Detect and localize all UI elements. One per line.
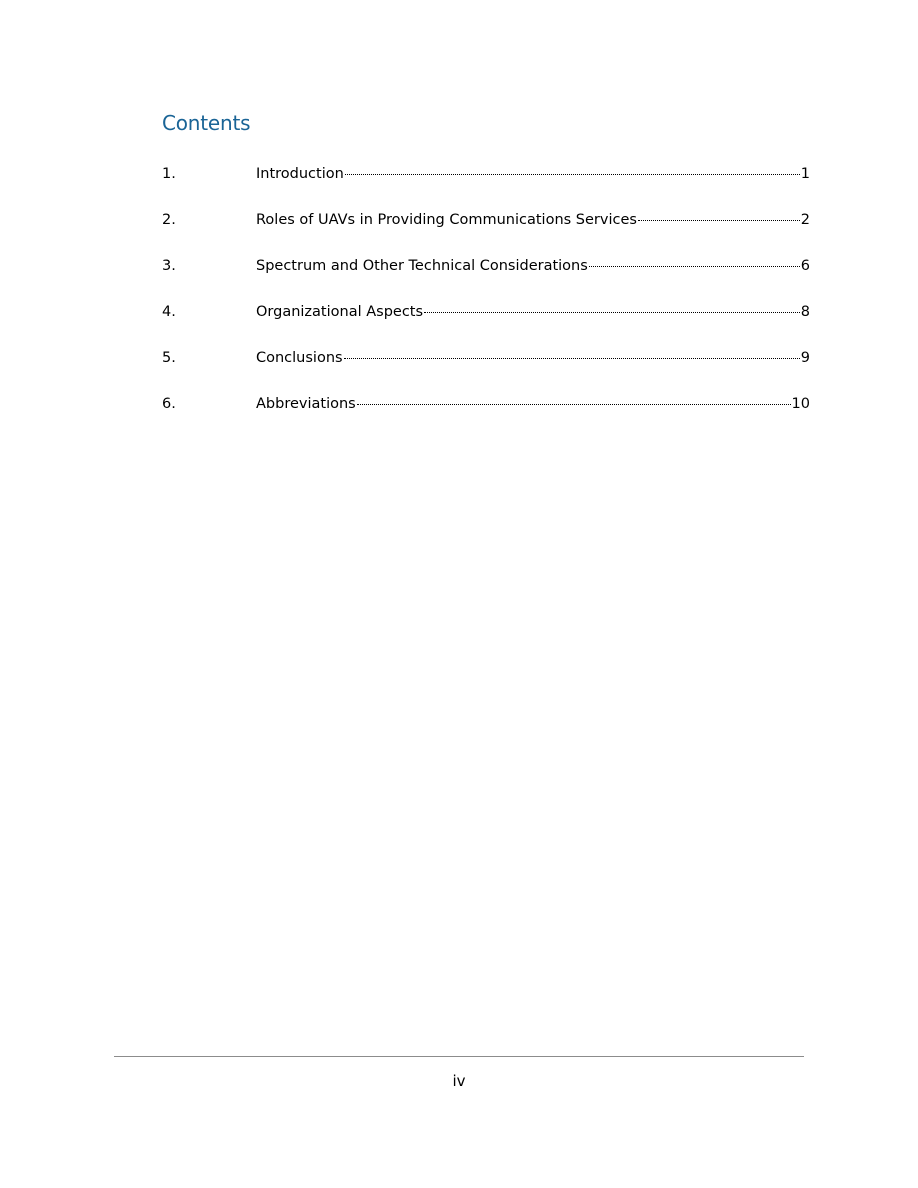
toc-entry-abbreviations[interactable] [162, 393, 810, 415]
toc-entry-title[interactable]: Roles of UAVs in Providing Communications Services [256, 212, 637, 228]
toc-entry-page[interactable]: 2 [800, 212, 810, 228]
toc-entry-page[interactable]: 1 [800, 166, 810, 182]
toc-entry-number: 1. [162, 166, 176, 182]
toc-entry-page[interactable]: 10 [791, 396, 810, 412]
toc-entry-number: 3. [162, 258, 176, 274]
dot-leader [424, 312, 800, 313]
toc-entry-title[interactable]: Introduction [256, 166, 344, 182]
dot-leader [357, 404, 791, 405]
toc-entry-conclusions[interactable] [162, 347, 810, 369]
toc-entry-number: 5. [162, 350, 176, 366]
toc-entry-title[interactable]: Conclusions [256, 350, 343, 366]
toc-entry-page[interactable]: 9 [800, 350, 810, 366]
toc-entry-number: 4. [162, 304, 176, 320]
toc-entry-organizational-aspects[interactable] [162, 301, 810, 323]
dot-leader [344, 358, 800, 359]
toc-entry-title[interactable]: Spectrum and Other Technical Considerations [256, 258, 588, 274]
toc-heading: Contents [162, 111, 251, 135]
dot-leader [345, 174, 800, 175]
toc-entry-title[interactable]: Abbreviations [256, 396, 356, 412]
dot-leader [589, 266, 800, 267]
table-of-contents [162, 163, 810, 439]
toc-entry-introduction[interactable] [162, 163, 810, 185]
footer-page-number: iv [452, 1072, 466, 1090]
toc-entry-roles-of-uavs[interactable] [162, 209, 810, 231]
toc-entry-page[interactable]: 6 [800, 258, 810, 274]
toc-entry-number: 6. [162, 396, 176, 412]
dot-leader [638, 220, 800, 221]
toc-entry-title[interactable]: Organizational Aspects [256, 304, 424, 320]
toc-entry-page[interactable]: 8 [800, 304, 810, 320]
footer-divider [114, 1056, 804, 1057]
toc-entry-number: 2. [162, 212, 176, 228]
toc-entry-spectrum[interactable] [162, 255, 810, 277]
